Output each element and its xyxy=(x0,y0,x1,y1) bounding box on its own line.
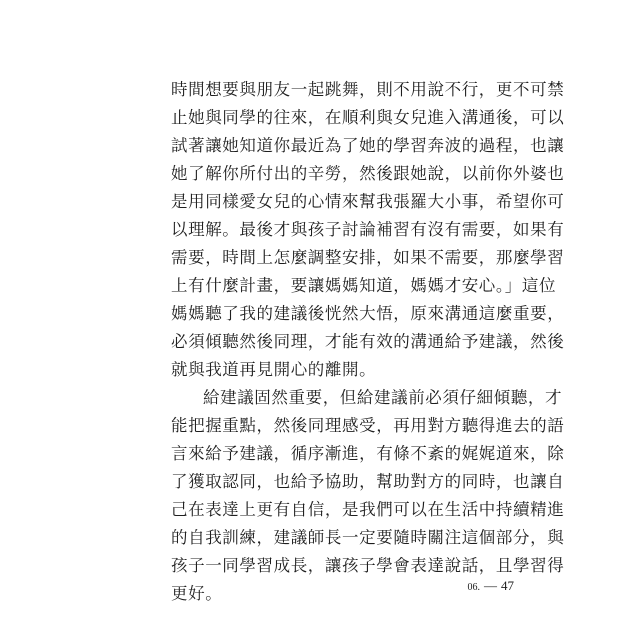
footer-dash: — xyxy=(484,578,497,593)
text-line: 試著讓她知道你最近為了她的學習奔波的過程，也讓 xyxy=(171,136,565,155)
text-line: 以理解。最後才與孩子討論補習有沒有需要，如果有 xyxy=(171,220,565,239)
text-line: 的自我訓練，建議師長一定要隨時關注這個部分，與 xyxy=(171,528,565,547)
text-line: 更好。 xyxy=(171,584,223,603)
text-line: 止她與同學的往來，在順利與女兒進入溝通後，可以 xyxy=(171,108,565,127)
body-text xyxy=(171,76,565,608)
text-line: 媽媽聽了我的建議後恍然大悟，原來溝通這麼重要， xyxy=(171,304,565,323)
text-line: 了獲取認同，也給予協助，幫助對方的同時，也讓自 xyxy=(171,472,565,491)
text-line: 上有什麼計畫，要讓媽媽知道，媽媽才安心。」這位 xyxy=(171,276,557,295)
text-line: 就與我道再見開心的離開。 xyxy=(171,360,377,379)
text-line: 是用同樣愛女兒的心情來幫我張羅大小事，希望你可 xyxy=(171,192,565,211)
text-line: 她了解你所付出的辛勞，然後跟她說，以前你外婆也 xyxy=(171,164,565,183)
text-line: 言來給予建議，循序漸進，有條不紊的娓娓道來，除 xyxy=(171,444,565,463)
page-footer xyxy=(468,578,515,594)
section-number: 06. xyxy=(467,582,480,593)
text-line: 時間想要與朋友一起跳舞，則不用說不行，更不可禁 xyxy=(171,80,565,99)
text-line: 需要，時間上怎麼調整安排，如果不需要，那麼學習 xyxy=(171,248,565,267)
page-number: 47 xyxy=(501,578,514,593)
text-line: 必須傾聽然後同理，才能有效的溝通給予建議，然後 xyxy=(171,332,565,351)
text-line: 能把握重點，然後同理感受，再用對方聽得進去的語 xyxy=(171,416,565,435)
text-line: 給建議固然重要，但給建議前必須仔細傾聽，才 xyxy=(203,388,563,407)
text-line: 孩子一同學習成長，讓孩子學會表達說話，且學習得 xyxy=(171,556,565,575)
text-line: 己在表達上更有自信，是我們可以在生活中持續精進 xyxy=(171,500,565,519)
